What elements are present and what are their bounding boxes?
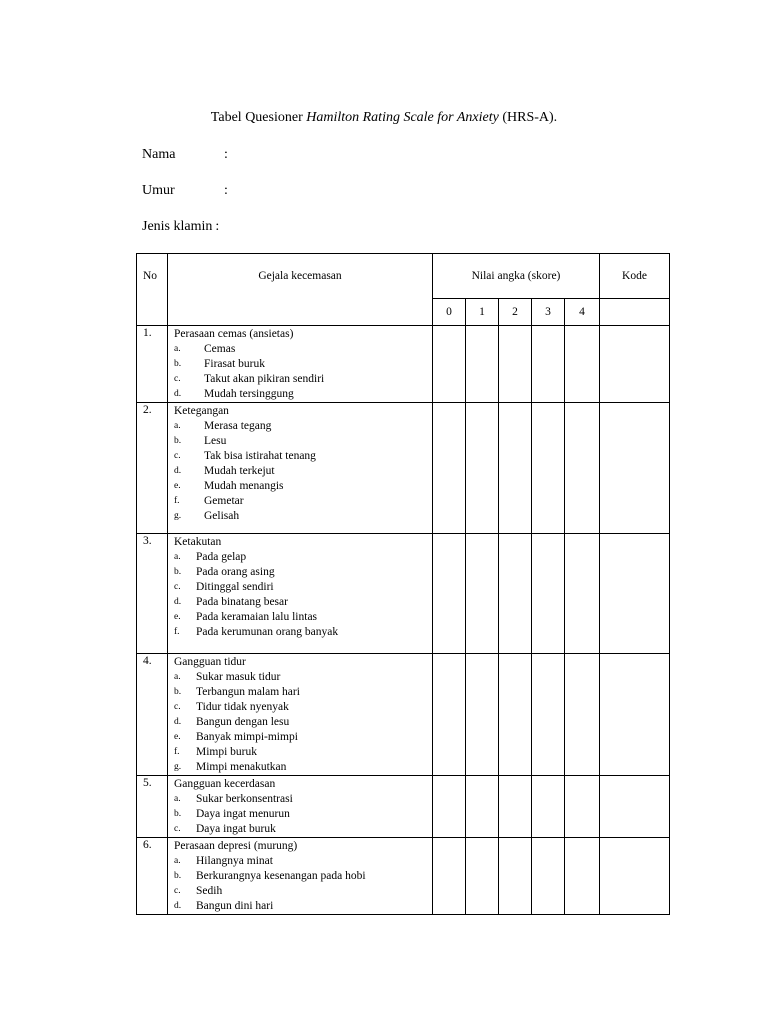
symptom-title: Perasaan cemas (ansietas) [174,328,294,340]
symptom-item: g. Gelisah [174,510,240,522]
row-symptoms [168,534,433,654]
code-cell[interactable] [600,776,670,838]
symptom-item: b. Berkurangnya kesenangan pada hobi [174,870,366,882]
score-cell-1[interactable] [466,838,499,915]
table-row [137,403,670,534]
field-jenis-kelamin[interactable] [142,219,219,235]
score-cell-4[interactable] [565,326,600,403]
score-cell-3[interactable] [532,534,565,654]
symptom-item: d. Bangun dini hari [174,900,274,912]
score-header-1: 1 [466,299,499,326]
form-title [0,110,768,126]
symptom-item: a. Merasa tegang [174,420,272,432]
symptom-item: c. Tak bisa istirahat tenang [174,450,316,462]
score-cell-1[interactable] [466,403,499,534]
code-cell[interactable] [600,534,670,654]
score-cell-2[interactable] [499,326,532,403]
score-header-2: 2 [499,299,532,326]
title-scale-name: Hamilton Rating Scale for Anxiety [306,110,499,125]
table-row [137,534,670,654]
row-symptoms [168,776,433,838]
symptom-item: c. Daya ingat buruk [174,823,276,835]
score-cell-2[interactable] [499,838,532,915]
symptom-item: e. Pada keramaian lalu lintas [174,611,318,623]
symptom-title: Perasaan depresi (murung) [174,840,298,852]
code-header-blank [600,299,670,326]
score-cell-4[interactable] [565,534,600,654]
symptom-item: b. Pada orang asing [174,566,275,578]
row-no: 6. [137,838,168,915]
header-score: Nilai angka (skore) [433,254,600,299]
anxiety-scale-table [136,253,670,915]
score-cell-3[interactable] [532,654,565,776]
symptom-title: Ketegangan [174,405,229,417]
score-cell-3[interactable] [532,403,565,534]
field-label: Umur [142,183,175,198]
score-cell-2[interactable] [499,534,532,654]
table-row [137,776,670,838]
row-no: 5. [137,776,168,838]
score-cell-3[interactable] [532,326,565,403]
symptom-item: a. Cemas [174,343,236,355]
field-label: Nama [142,147,176,162]
code-cell[interactable] [600,326,670,403]
symptom-item: c. Tidur tidak nyenyak [174,701,289,713]
row-symptoms [168,326,433,403]
score-cell-2[interactable] [499,654,532,776]
score-cell-1[interactable] [466,776,499,838]
score-cell-1[interactable] [466,534,499,654]
symptom-title: Ketakutan [174,536,222,548]
score-cell-2[interactable] [499,403,532,534]
table-row [137,326,670,403]
row-symptoms [168,403,433,534]
field-umur[interactable] [142,183,228,199]
symptom-item: c. Sedih [174,885,223,897]
row-symptoms [168,838,433,915]
row-no: 1. [137,326,168,403]
score-cell-4[interactable] [565,403,600,534]
table-row [137,654,670,776]
header-symptom: Gejala kecemasan [168,254,433,326]
score-header-4: 4 [565,299,600,326]
field-nama[interactable] [142,147,228,163]
score-cell-3[interactable] [532,838,565,915]
score-header-3: 3 [532,299,565,326]
row-no: 2. [137,403,168,534]
score-cell-0[interactable] [433,326,466,403]
symptom-item: a. Sukar berkonsentrasi [174,793,293,805]
symptom-item: c. Takut akan pikiran sendiri [174,373,325,385]
code-cell[interactable] [600,838,670,915]
score-cell-3[interactable] [532,776,565,838]
field-colon: : [215,219,220,234]
symptom-item: b. Daya ingat menurun [174,808,290,820]
symptom-item: f. Gemetar [174,495,244,507]
score-cell-0[interactable] [433,776,466,838]
symptom-item: g. Mimpi menakutkan [174,761,287,773]
title-suffix: (HRS-A). [502,110,558,125]
row-no: 4. [137,654,168,776]
score-cell-0[interactable] [433,654,466,776]
score-cell-0[interactable] [433,534,466,654]
symptom-item: f. Mimpi buruk [174,746,258,758]
score-cell-4[interactable] [565,838,600,915]
score-header-0: 0 [433,299,466,326]
score-cell-2[interactable] [499,776,532,838]
score-cell-4[interactable] [565,776,600,838]
table-row [137,838,670,915]
score-cell-1[interactable] [466,654,499,776]
symptom-title: Gangguan tidur [174,656,246,668]
symptom-item: d. Mudah terkejut [174,465,275,477]
code-cell[interactable] [600,403,670,534]
header-row [137,254,670,299]
score-cell-0[interactable] [433,838,466,915]
symptom-item: c. Ditinggal sendiri [174,581,274,593]
field-label: Jenis klamin [142,219,213,234]
symptom-item: d. Mudah tersinggung [174,388,294,400]
code-cell[interactable] [600,654,670,776]
symptom-item: b. Lesu [174,435,227,447]
header-no: No [137,254,168,326]
row-symptoms [168,654,433,776]
header-code: Kode [600,254,670,299]
symptom-item: a. Hilangnya minat [174,855,273,867]
row-no: 3. [137,534,168,654]
title-prefix: Tabel Quesioner [210,110,303,125]
symptom-item: d. Bangun dengan lesu [174,716,290,728]
symptom-item: d. Pada binatang besar [174,596,288,608]
field-colon: : [224,183,228,198]
symptom-item: a. Sukar masuk tidur [174,671,281,683]
score-cell-0[interactable] [433,403,466,534]
symptom-item: b. Terbangun malam hari [174,686,300,698]
field-colon: : [224,147,228,162]
symptom-item: a. Pada gelap [174,551,247,563]
symptom-item: e. Mudah menangis [174,480,284,492]
score-cell-4[interactable] [565,654,600,776]
symptom-title: Gangguan kecerdasan [174,778,276,790]
symptom-item: e. Banyak mimpi-mimpi [174,731,298,743]
score-cell-1[interactable] [466,326,499,403]
symptom-item: b. Firasat buruk [174,358,266,370]
symptom-item: f. Pada kerumunan orang banyak [174,626,339,638]
